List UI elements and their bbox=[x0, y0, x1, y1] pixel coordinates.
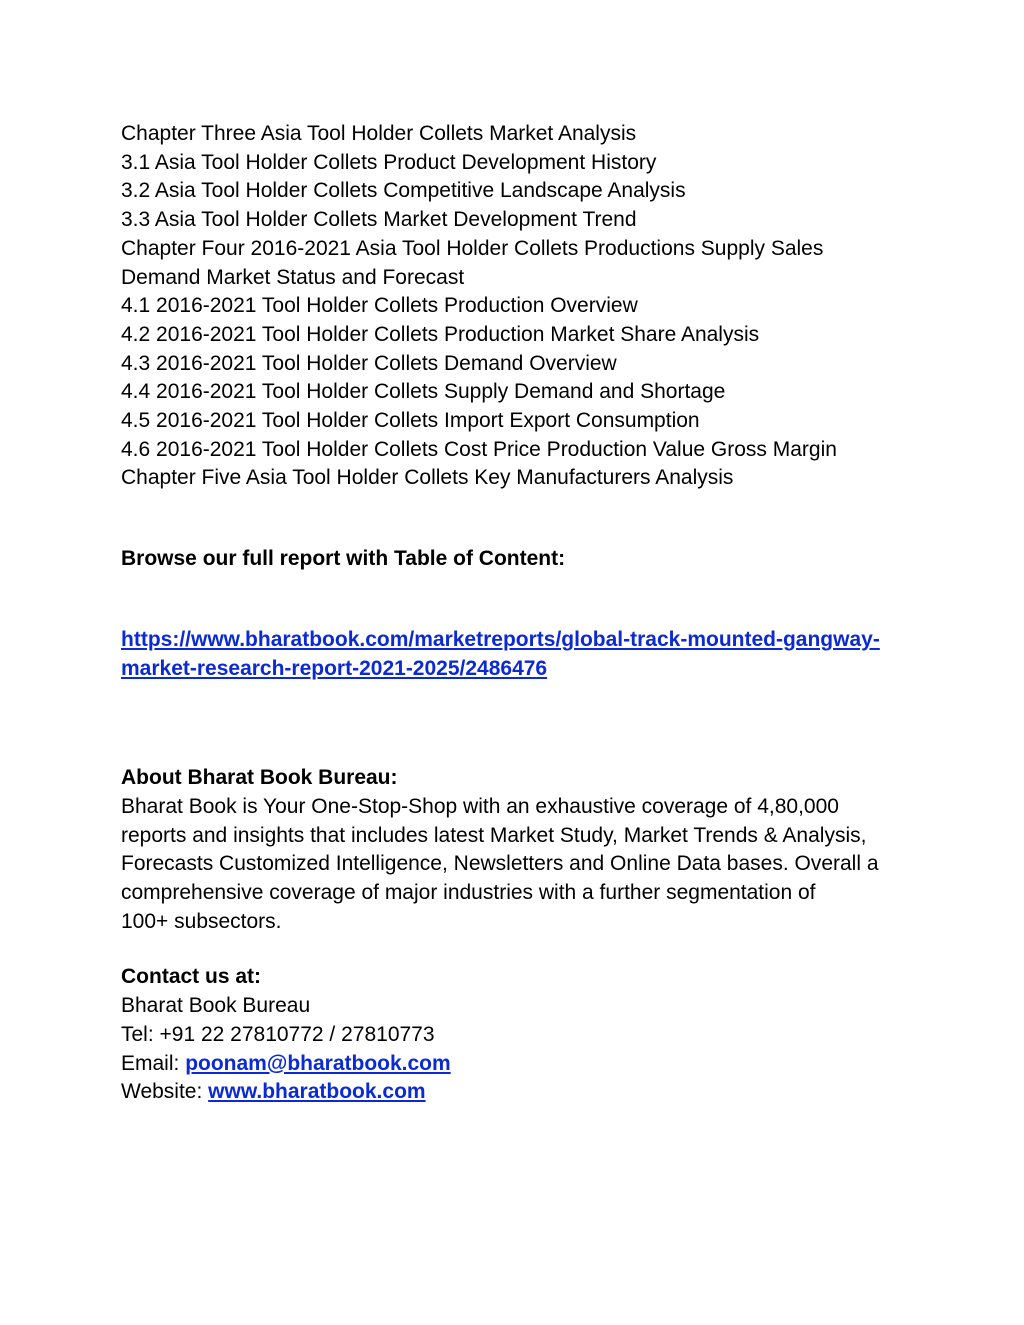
about-line: Forecasts Customized Intelligence, Newsletters and Online Data bases. Overall a bbox=[121, 852, 879, 876]
toc-line: 4.2 2016-2021 Tool Holder Collets Production Market Share Analysis bbox=[121, 322, 760, 346]
contact-company: Bharat Book Bureau bbox=[121, 994, 311, 1018]
contact-email-row bbox=[121, 1050, 911, 1079]
toc-line: 4.1 2016-2021 Tool Holder Collets Production Overview bbox=[121, 294, 638, 318]
contact-phone: Tel: +91 22 27810772 / 27810773 bbox=[121, 1022, 435, 1046]
toc-line: Chapter Three Asia Tool Holder Collets Market Analysis bbox=[121, 122, 637, 145]
toc-line: Chapter Five Asia Tool Holder Collets Key Manufacturers Analysis bbox=[121, 466, 734, 490]
toc-line: 4.4 2016-2021 Tool Holder Collets Supply Demand and Shortage bbox=[121, 380, 726, 404]
toc-line: 3.1 Asia Tool Holder Collets Product Development History bbox=[121, 150, 657, 174]
email-link[interactable]: poonam@bharatbook.com bbox=[185, 1051, 451, 1075]
about-line: reports and insights that includes latest Market Study, Market Trends & Analysis, bbox=[121, 823, 867, 847]
toc-line: 4.6 2016-2021 Tool Holder Collets Cost Price Production Value Gross Margin bbox=[121, 437, 837, 461]
about-heading: About Bharat Book Bureau: bbox=[121, 766, 398, 790]
email-label: Email: bbox=[121, 1051, 186, 1075]
about-line: 100+ subsectors. bbox=[121, 909, 282, 933]
about-line: Bharat Book is Your One-Stop-Shop with an exhaustive coverage of 4,80,000 bbox=[121, 794, 839, 818]
about-paragraph bbox=[121, 793, 911, 937]
report-url-link-continued[interactable]: market-research-report-2021-2025/2486476 bbox=[121, 656, 548, 680]
table-of-contents bbox=[121, 120, 911, 493]
document-page bbox=[121, 120, 911, 1107]
toc-line: 4.5 2016-2021 Tool Holder Collets Import Export Consumption bbox=[121, 409, 700, 433]
report-url-link-block bbox=[121, 626, 911, 683]
browse-heading: Browse our full report with Table of Content: bbox=[121, 547, 566, 571]
toc-line: Chapter Four 2016-2021 Asia Tool Holder Collets Productions Supply Sales bbox=[121, 236, 824, 260]
website-link[interactable]: www.bharatbook.com bbox=[208, 1080, 426, 1104]
report-url-link[interactable]: https://www.bharatbook.com/marketreports/global-track-mounted-gangway- bbox=[121, 627, 880, 651]
toc-line: Demand Market Status and Forecast bbox=[121, 265, 465, 289]
contact-heading: Contact us at: bbox=[121, 965, 262, 989]
toc-line: 3.3 Asia Tool Holder Collets Market Development Trend bbox=[121, 208, 637, 232]
toc-line: 3.2 Asia Tool Holder Collets Competitive Landscape Analysis bbox=[121, 179, 686, 203]
website-label: Website: bbox=[121, 1080, 209, 1104]
contact-website-row bbox=[121, 1078, 911, 1107]
about-line: comprehensive coverage of major industries with a further segmentation of bbox=[121, 881, 816, 905]
toc-line: 4.3 2016-2021 Tool Holder Collets Demand Overview bbox=[121, 351, 617, 375]
